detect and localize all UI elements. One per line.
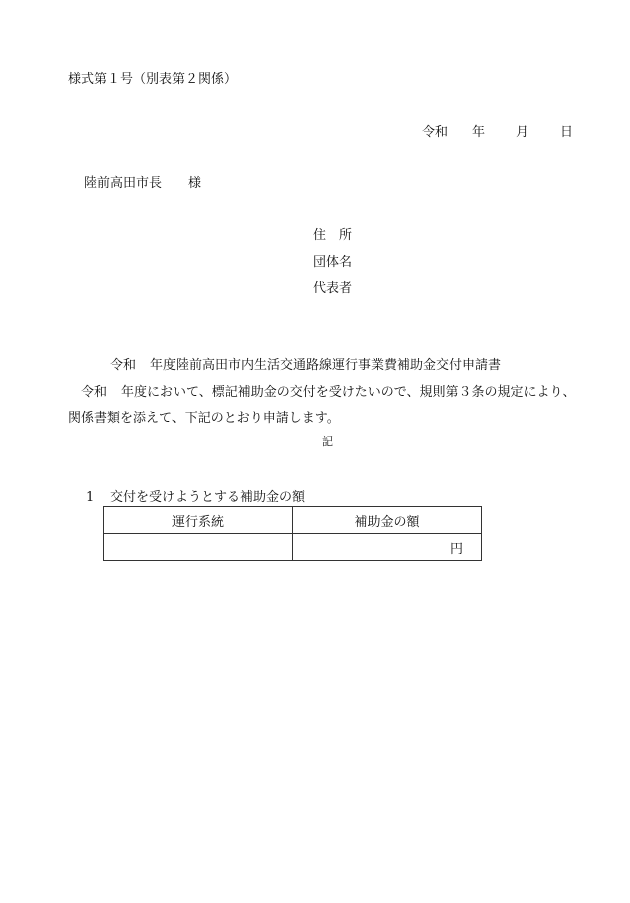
title-era: 令和 [110,358,137,373]
addressee-suffix: 様 [188,176,202,191]
body-era: 令和 [81,385,108,400]
addressee-name: 陸前高田市長 [84,176,163,191]
header-amount: 補助金の額 [293,507,482,534]
ki-label: 記 [322,435,333,448]
item-number: 1 [86,490,95,505]
body-text: 年度において、標記補助金の交付を受けたいので、規則第３条の規定により、関係書類を添えて、下記のとおり申請します。 [68,385,576,426]
item-heading-text: 交付を受けようとする補助金の額 [110,490,306,505]
document-title [110,354,501,373]
table-header-row [104,507,482,534]
form-number: 様式第１号（別表第２関係） [68,72,238,87]
addressee [84,172,201,191]
table-row [104,534,482,561]
date-year-label: 年 [472,125,486,140]
amount-cell[interactable]: 円 [293,534,482,561]
date-era: 令和 [422,125,449,140]
subsidy-amount-table [103,506,482,561]
item-1-heading [86,486,305,505]
date-line [422,121,573,140]
date-day-label: 日 [560,125,574,140]
applicant-address-label: 住 所 [313,228,353,243]
applicant-organization-label: 団体名 [313,255,353,270]
applicant-representative-label: 代表者 [313,281,353,296]
header-route: 運行系統 [104,507,293,534]
body-paragraph [68,380,588,432]
date-month-label: 月 [516,125,530,140]
title-text: 年度陸前高田市内生活交通路線運行事業費補助金交付申請書 [150,358,502,373]
route-cell[interactable] [104,534,293,561]
